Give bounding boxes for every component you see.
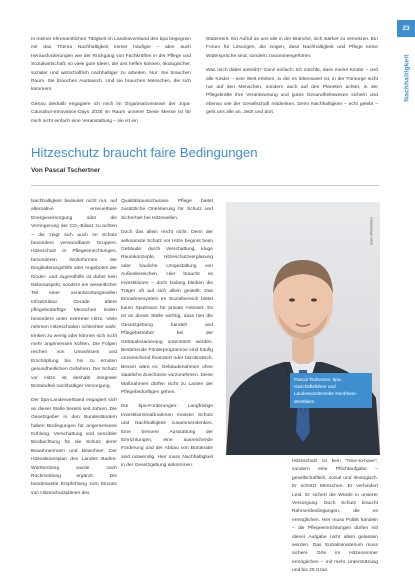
article-byline: Von Pascal Tschertner — [31, 167, 101, 174]
intro-right-paragraph-2: Was mich dabei antreibt? Ganz einfach: Ich möchte, dass meine Kinder – und alle Kinder – eine Welt erleben, in der es lebenswert ist, in der Fürsorge nicht nur auf den Menschen, sondern auch auf den Planeten achtet, in der Pflegekräfte ihre Verantwortung und gutes Gesundheitswesen sichern und ebenso wie der Gesellschaft mitdenken. Denn Nachhaltigkeit – echt gelebt – geht uns alle an. Jetzt und dort. — [206, 68, 378, 116]
intro-column-right — [206, 36, 378, 124]
article-col2-paragraph-1: Qualitätsausschusses Pflege bietet zusätzliche Orientierung für Schutz und Sicherheit bei Hitzewellen. — [121, 199, 213, 221]
article-col1-paragraph-1: Nachhaltigkeit bedeutet nicht nur, auf alternative erneuerbare Energieversorgung oder die Verringerung der CO₂-Bilanz zu achten – die zeigt sich auch im Schutz besonders verwundbarer Gruppen. Hitzeschutz in Pflegeeinrichtungen, besonderen Wohnformen der Eingliederungshilfe oder Angeboten der Kinder- und Jugendhilfe ist daher kein Nebenaspekt, sondern ein wesentlicher Teil einer verantwortungsvollen Infrastruktur. Gerade ältere pflegebedürftige Menschen leiden besonders unter extremer Hitze. Viele nehmen Hitzeschäden schlechter wahr, trinken zu wenig oder können sich nicht mehr angemessen kühlen. Die Folgen reichen von Unwohlsein und Erschöpfung bis hin zu ernsten gesundheitlichen Gefahren. Der Schutz vor Hitze ist deshalb integraler Bestandteil nachhaltiger Versorgung. — [31, 199, 117, 389]
intro-left-paragraph-1: In meiner ehrenamtlichen Tätigkeit im Landesvorstand des bpa begegnen mir das Thema Nachhaltigkeit immer häufiger – aber auch Herausforderungen wie der Rückgang von Fachkräften in der Pflege und Sozialwirtschaft: so viele gute Ideen, die uns helfen können, ökologischer, sozialer und wirtschaftlich nachhaltiger zu arbeiten. Nur: Sie brauchen Raum. Sie brauchen Austausch. Und sie brauchen Menschen, die sich kümmern. — [31, 37, 191, 93]
article-col3-paragraph-1: Hitzeschutz ist kein "Nice-to-have", sondern eine Pflichtaufgabe – gesellschaftlich, sozial und ökologisch. Er schützt Menschen. Er verhindert Leid. Er sichert die Würde in unserer Versorgung. Doch Schutz braucht Rahmenbedingungen, die es ermöglichen. Hier muss Politik handeln – die Pflegeeinrichtungen dürfen mit dieser Aufgabe nicht allein gelassen werden. Das Sozialministerium muss sichere Orte im Hitzesommer ermöglichen – mit mehr Unterstützung und bis 25 Grad. — [292, 459, 378, 574]
article-col2-paragraph-2: Doch das allein reicht nicht. Denn der wirksamste Schutz vor Hitze beginnt beim Gebäude: durch Verschattung, kluge Raumkonzepte, Hitzeschutzverglasung oder bauliche Umgestaltung von Außenbereichen. Hier braucht es Investitionen – doch bislang bleiben die Träger oft auf sich allein gestellt. Das Einnahmesystem im Sozialbereich bietet kaum Spielraum für private Anbieter. Es ist an dieser Stelle wichtig, dass hier die Gesetzgebung handelt und Pflegebetreiber bei der Gebäudesanierung unterstützt werden. Bestehende Förderprogramme sind häufig unzureichend finanziert oder bürokratisch. Besser wäre es, Gebäudenahmen ohne staatliche Zuschüsse vorzunehmen. Diese Maßnahmen dürfen nicht zu Lasten der Pflegebedürftigen gehen. — [121, 230, 213, 395]
article-column-3 — [292, 458, 378, 582]
intro-column-left — [31, 36, 191, 132]
divider-rule — [31, 185, 379, 186]
intro-right-paragraph-1: Statement. Ein Aufruf an uns alle in der Branche, sich stärker zu vernetzen. Ein Forum für Lösungen, die zeigen, dass Nachhaltigkeit und Pflege keine Widersprüche sind, sondern zusammengehören. — [206, 37, 378, 59]
page-number-tab — [397, 20, 415, 37]
photo-caption: Pascal Tschertner, bpa-Geschäftsführer und Landesvorsitzender Nordrhein-Westfalen — [290, 373, 372, 408]
intro-left-paragraph-2: Genau deshalb engagiere ich mich im Organisationsteam der Jopa-Causabur-Innovation-Days 2025 im Raum unserer Diese Messe ist für mich nicht einfach eine Veranstaltung – sie ist ein — [31, 101, 191, 124]
article-headline: Hitzeschutz braucht faire Bedingungen — [31, 145, 258, 160]
author-photo — [226, 202, 380, 455]
article-column-2 — [121, 198, 213, 477]
article-col2-paragraph-3: Die bpa-Forderungen: Langfristige Investitionsmaßnahmen müssen Schutz und Nachhaltigkeit zusammendenken. Eine bessere Ausstattung der Einrichtungen, eine ausreichende Förderung und der Abbau von Bürokratie sind notwendig. Hier muss Nachhaltigkeit in der Gesetzgebung ankommen. — [121, 404, 213, 469]
article-column-1 — [31, 198, 117, 504]
photo-credit-text: Ewe Wohlleben — [368, 217, 374, 245]
page-number: 23 — [402, 25, 410, 32]
article-col1-paragraph-2: Der bpa-Landesverband engagiert sich an dieser Stelle bereits seit Jahren. Die Gesetzgeber in den Bundesländern haben Bedingungen für angemessene Kühlung, Verschattung und sensibler Beobachtung für die Schutz derer Bewohnerinnen und Bewohner. Der Hitzeaktionsplan des Landes Baden-Württemberg wurde nach Rückmeldung ergänzt. Die bundesweite Empfehlung zum Einsatz von Hitzeschutzplänen des — [31, 398, 117, 496]
portrait-illustration — [226, 202, 380, 455]
photo-credit — [367, 206, 375, 256]
section-label-text: Nachhaltigkeit — [403, 54, 410, 102]
section-label — [400, 42, 413, 114]
